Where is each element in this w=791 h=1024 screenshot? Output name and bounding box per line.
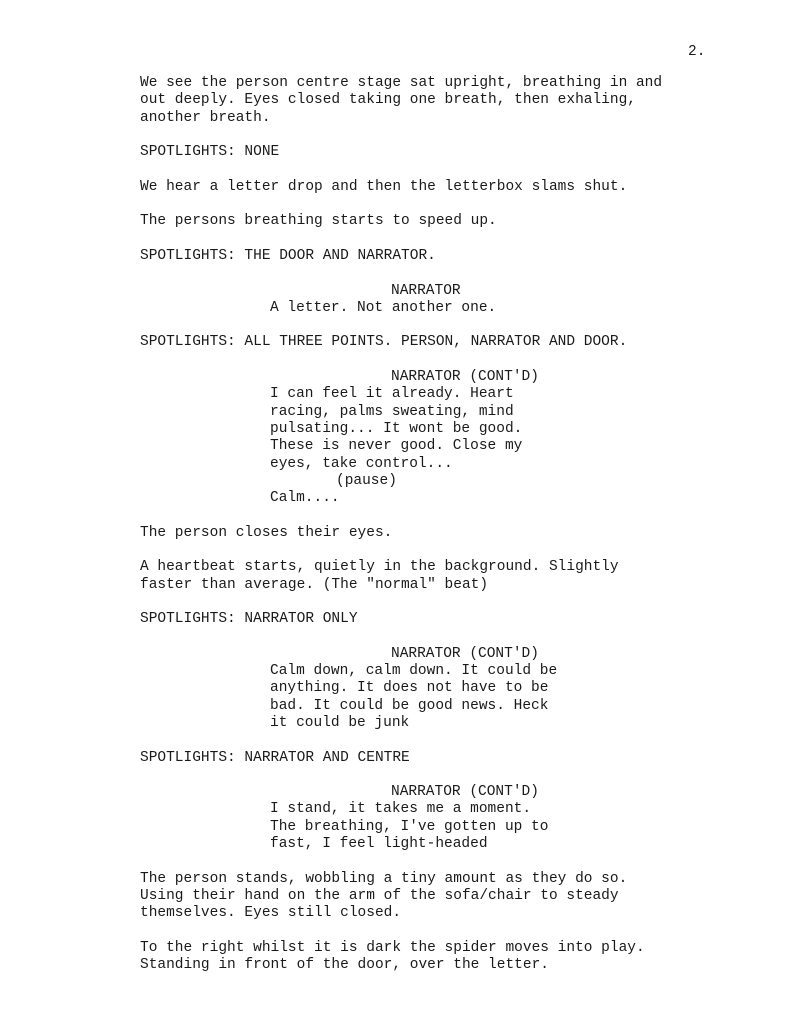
script-line: faster than average. (The "normal" beat): [140, 576, 489, 593]
dialogue-block: [140, 386, 740, 472]
blank-line: [140, 265, 740, 282]
dialogue-block: [140, 663, 740, 732]
script-line: NARRATOR (CONT'D): [391, 369, 539, 386]
script-line: SPOTLIGHTS: NARRATOR AND CENTRE: [140, 749, 410, 766]
blank-line: [140, 127, 740, 144]
action-block: [140, 248, 740, 265]
script-line: The person stands, wobbling a tiny amount as they do so.: [140, 870, 628, 887]
script-line: eyes, take control...: [270, 455, 453, 472]
blank-line: [140, 732, 740, 749]
script-line: We hear a letter drop and then the letterbox slams shut.: [140, 178, 628, 195]
blank-line: [140, 853, 740, 870]
parenthetical: [140, 473, 740, 490]
script-line: SPOTLIGHTS: NARRATOR ONLY: [140, 611, 358, 628]
script-line: out deeply. Eyes closed taking one breath, then exhaling,: [140, 92, 636, 109]
script-line: The person closes their eyes.: [140, 524, 393, 541]
script-line: SPOTLIGHTS: THE DOOR AND NARRATOR.: [140, 247, 436, 264]
script-line: SPOTLIGHTS: NONE: [140, 144, 280, 161]
action-block: [140, 940, 740, 975]
action-block: [140, 611, 740, 628]
script-line: Using their hand on the arm of the sofa/chair to steady: [140, 887, 619, 904]
action-block: [140, 213, 740, 230]
blank-line: [140, 231, 740, 248]
action-block: [140, 559, 740, 594]
script-line: bad. It could be good news. Heck: [270, 697, 549, 714]
script-line: Calm down, calm down. It could be: [270, 663, 558, 680]
script-line: I can feel it already. Heart: [270, 386, 514, 403]
action-block: [140, 525, 740, 542]
dialogue-block: [140, 300, 740, 317]
script-line: A heartbeat starts, quietly in the background. Slightly: [140, 559, 619, 576]
blank-line: [140, 196, 740, 213]
script-line: (pause): [336, 472, 397, 489]
blank-line: [140, 507, 740, 524]
action-block: [140, 871, 740, 923]
action-block: [140, 75, 740, 127]
page-number: 2.: [688, 44, 706, 60]
script-line: I stand, it takes me a moment.: [270, 801, 532, 818]
blank-line: [140, 629, 740, 646]
blank-line: [140, 594, 740, 611]
character-cue: [140, 283, 740, 300]
script-line: NARRATOR: [391, 282, 461, 299]
blank-line: [140, 161, 740, 178]
blank-line: [140, 317, 740, 334]
script-line: NARRATOR (CONT'D): [391, 784, 539, 801]
script-line: SPOTLIGHTS: ALL THREE POINTS. PERSON, NARRATOR AND DOOR.: [140, 334, 628, 351]
script-line: fast, I feel light-headed: [270, 836, 488, 853]
script-line: The persons breathing starts to speed up.: [140, 213, 497, 230]
script-line: These is never good. Close my: [270, 438, 523, 455]
script-line: themselves. Eyes still closed.: [140, 905, 402, 922]
script-line: We see the person centre stage sat upright, breathing in and: [140, 75, 663, 91]
script-line: racing, palms sweating, mind: [270, 403, 514, 420]
script-line: Calm....: [270, 490, 340, 507]
character-cue: [140, 784, 740, 801]
script-line: Standing in front of the door, over the letter.: [140, 957, 549, 974]
script-line: The breathing, I've gotten up to: [270, 818, 549, 835]
script-body: [140, 75, 740, 974]
script-line: anything. It does not have to be: [270, 680, 549, 697]
action-block: [140, 144, 740, 161]
script-line: A letter. Not another one.: [270, 299, 497, 316]
character-cue: [140, 369, 740, 386]
blank-line: [140, 352, 740, 369]
dialogue-block: [140, 801, 740, 853]
blank-line: [140, 923, 740, 940]
blank-line: [140, 542, 740, 559]
action-block: [140, 334, 740, 351]
action-block: [140, 179, 740, 196]
script-line: To the right whilst it is dark the spider moves into play.: [140, 939, 645, 956]
character-cue: [140, 646, 740, 663]
script-line: it could be junk: [270, 714, 410, 731]
script-line: another breath.: [140, 109, 271, 126]
script-line: pulsating... It wont be good.: [270, 420, 523, 437]
script-line: NARRATOR (CONT'D): [391, 645, 539, 662]
blank-line: [140, 767, 740, 784]
dialogue-block: [140, 490, 740, 507]
action-block: [140, 750, 740, 767]
